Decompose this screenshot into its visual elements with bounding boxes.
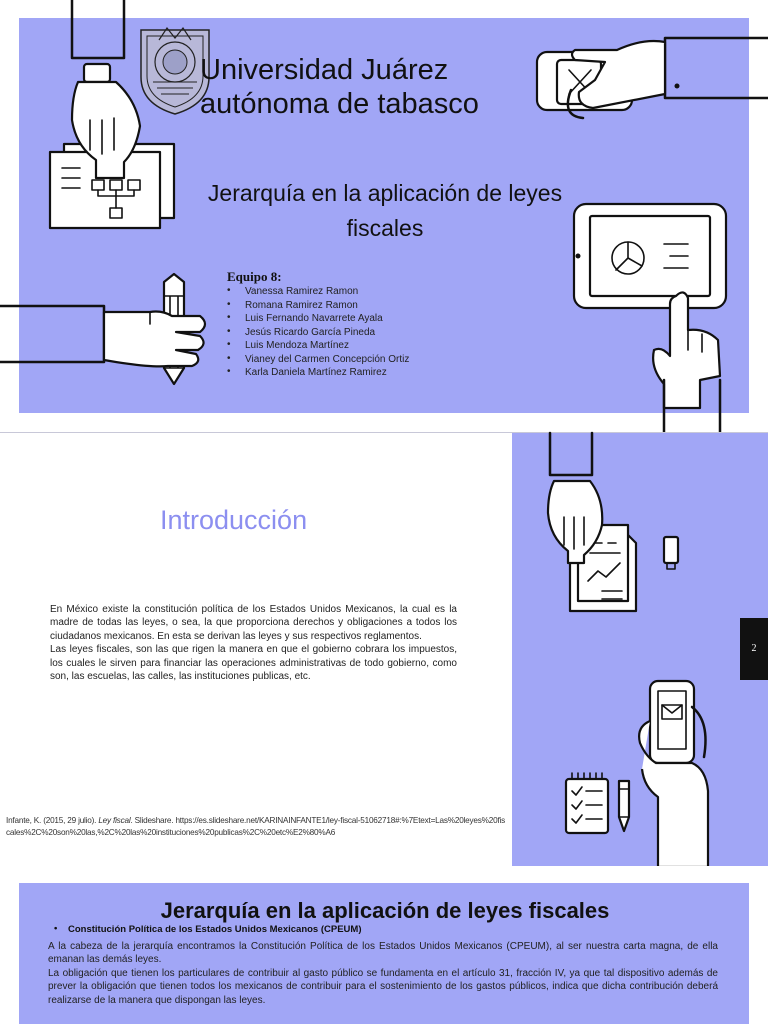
citation-title: Ley fiscal	[98, 816, 131, 825]
team-member: • Karla Daniela Martínez Ramirez	[227, 366, 409, 380]
hand-holding-pencil-icon	[0, 272, 210, 390]
slide-title	[0, 0, 768, 432]
hierarchy-item: • Constitución Política de los Estados Unidos Mexicanos (CPEUM)	[68, 924, 361, 935]
team-member-list	[227, 285, 409, 380]
team-member: • Vianey del Carmen Concepción Ortiz	[227, 353, 409, 367]
university-title	[200, 53, 479, 121]
page-number: 2	[740, 618, 768, 680]
citation-source: . Slideshare. https://es.slideshare.net/KARINAINFANTE1/ley-fiscal-51062718#:%7Etext=Las%20leyes%20fiscales%2C%20son%20las,%2C%20las%20instituciones%20publicas%2C%20etc%E2%80%A6	[6, 816, 506, 837]
hand-holding-phone-icon	[535, 28, 768, 128]
hand-holding-document-icon	[40, 0, 190, 232]
citation	[6, 815, 506, 839]
hierarchy-paragraph: A la cabeza de la jerarquía encontramos la Constitución Política de los Estados Unidos Mexicanos (CPEUM), al ser nuestra carta magna, de ella emanan las demás leyes.	[48, 941, 718, 966]
team-heading: Equipo 8:	[227, 269, 282, 284]
introduction-paragraph: En México existe la constitución política de los Estados Unidos Mexicanos, la cual es la madre de todas las leyes, o sea, la que proporciona derechos y obligaciones a todos los ciudadanos mexicanos. En esta se derivan las leyes y sus respectivos reglamentos.	[50, 604, 457, 642]
team-member: • Luis Mendoza Martínez	[227, 339, 409, 353]
team-member: • Luis Fernando Navarrete Ayala	[227, 312, 409, 326]
hierarchy-body	[48, 940, 718, 1007]
citation-author: Infante, K. (2015, 29 julio).	[6, 816, 99, 825]
title-line-1: Universidad Juárez	[200, 54, 449, 86]
tablet-chart-hand-icon	[570, 200, 730, 432]
hand-holding-report-icon	[540, 433, 660, 615]
title-line-2: autónoma de tabasco	[200, 88, 479, 120]
hand-holding-mail-phone-icon	[628, 677, 720, 867]
slide-introduction	[0, 433, 768, 866]
hierarchy-title: Jerarquía en la aplicación de leyes fiscales	[160, 898, 610, 923]
introduction-body	[50, 603, 457, 683]
team-member: • Vanessa Ramirez Ramon	[227, 285, 409, 299]
slide-hierarchy	[0, 866, 768, 1024]
clipboard-checklist-icon	[562, 773, 612, 837]
team-member: • Jesús Ricardo García Pineda	[227, 326, 409, 340]
usb-drive-icon	[660, 533, 682, 573]
presentation-subtitle: Jerarquía en la aplicación de leyes fiscales	[207, 180, 563, 241]
introduction-title: Introducción	[160, 505, 308, 535]
introduction-paragraph: Las leyes fiscales, son las que rigen la manera en que el gobierno cobrara los impuestos, los cuales le sirven para financiar las operaciones administrativas de todo gobierno, como son, las escuelas, las calles, las instituciones publicas, etc.	[50, 644, 457, 683]
hierarchy-paragraph: La obligación que tienen los particulares de contribuir al gasto público se fundamenta en el artículo 31, fracción IV, ya que tal dispositivo además de prever la obligación que tienen todos los mexicanos de contribuir para el sostenimiento de los gastos públicos, indica que dicha contribución deberá realizarse de la manera que dispongan las leyes.	[48, 967, 718, 1006]
pen-icon	[616, 777, 632, 833]
team-member: • Romana Ramirez Ramon	[227, 299, 409, 313]
